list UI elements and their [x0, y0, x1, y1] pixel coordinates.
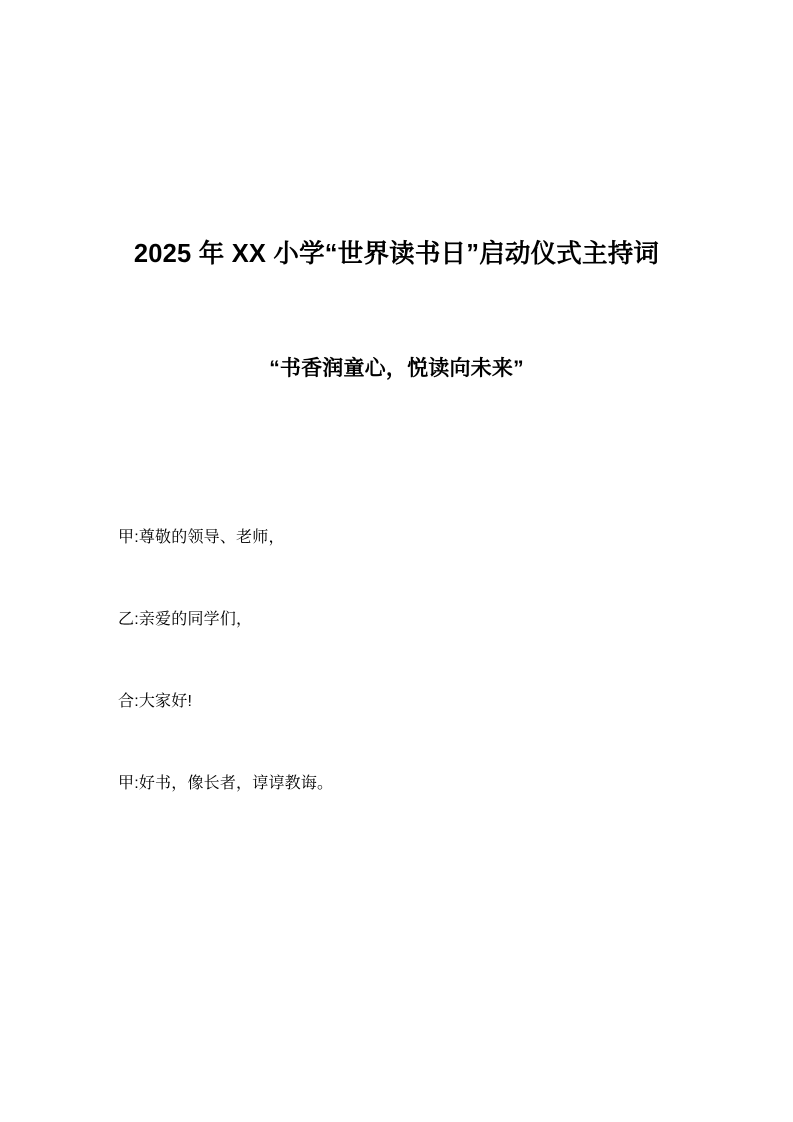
page-subtitle: “书香润童心，悦读向未来” — [269, 357, 524, 380]
body-paragraph: 甲:尊敬的领导、老师， — [118, 529, 285, 546]
page-title: 2025 年 XX 小学“世界读书日”启动仪式主持词 — [133, 240, 660, 268]
document-body — [118, 386, 675, 796]
body-paragraph: 合:大家好! — [118, 693, 193, 710]
body-paragraph: 甲:好书，像长者，谆谆教诲。 — [118, 775, 334, 792]
body-paragraph: 乙:亲爱的同学们， — [118, 611, 253, 628]
